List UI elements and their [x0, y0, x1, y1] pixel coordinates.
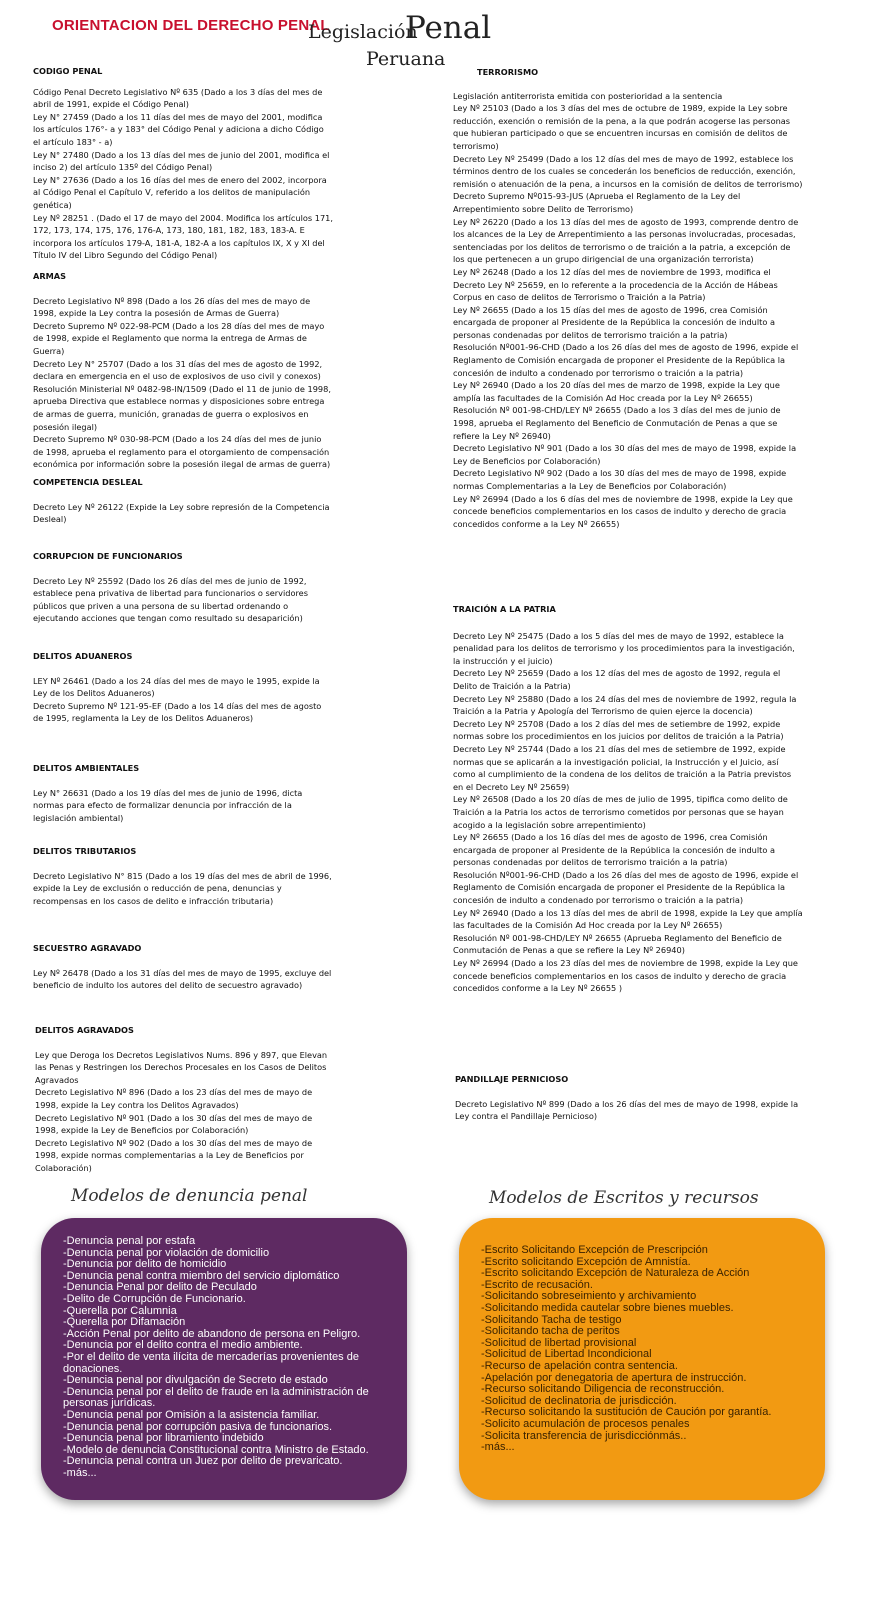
section-title: ARMAS	[33, 271, 67, 281]
law-entry: Resolución Nº001-96-CHD (Dado a los 26 días del mes de agosto de 1996, expide el Reglamento de Comisión encargada de proponer el Presidente de la República la concesión de indulto a condenado por terrorismo o traición a la patria)	[453, 869, 799, 906]
law-entry: Ley N° 27636 (Dado a los 16 días del mes de enero del 2002, incorpora al Código Penal el Capítulo V, referido a los delitos de manipulación genética)	[33, 174, 327, 210]
escrito-link[interactable]: -Solicito acumulación de procesos penales	[481, 1417, 690, 1430]
page-title: ORIENTACION DEL DERECHO PENAL	[52, 17, 330, 34]
denuncias-card	[41, 1218, 407, 1500]
law-entry: Ley Nº 26940 (Dado a los 20 días del mes de marzo de 1998, expide la Ley que amplía las facultades de la Comisión Ad Hoc creada por la Ley Nº 26655)	[453, 380, 780, 403]
denuncia-link[interactable]: -Modelo de denuncia Constitucional contra Ministro de Estado.	[63, 1443, 369, 1456]
denuncia-link[interactable]: -Denuncia penal por Omisión a la asistencia familiar.	[63, 1408, 320, 1421]
denuncia-link[interactable]: -Delito de Corrupción de Funcionario.	[63, 1292, 246, 1305]
escrito-link[interactable]: -Escrito de recusación.	[481, 1278, 593, 1291]
law-entry: Ley Nº 26940 (Dado a los 13 días del mes de abril de 1998, expide la Ley que amplía las facultades de la Comisión Ad Hoc creada por la Ley Nº 26655)	[453, 907, 803, 931]
escrito-link[interactable]: -Solicitando medida cautelar sobre bienes muebles.	[481, 1301, 734, 1314]
law-entry: Ley Nº 26508 (Dado a los 20 días de mes de julio de 1995, tipifica como delito de Traición a la Patria los actos de terrorismo cometidos por personas que se hayan acogido a la legislación sobre arrepentimiento)	[453, 794, 788, 830]
escrito-link[interactable]: -Solicitando sobreseimiento y archivamiento	[481, 1290, 697, 1303]
denuncia-link[interactable]: -Querella por Calumnia	[63, 1304, 177, 1317]
denuncias-list	[63, 1236, 393, 1479]
law-entry: Decreto Ley Nº 25592 (Dado los 26 días del mes de junio de 1992, establece pena privativa de libertad para funcionarios o servidores públicos que priven a una persona de su libertad ordenando o ejecutando acciones que tengan como resultado su desaparición)	[33, 575, 308, 624]
section-secuestro-agravado	[33, 942, 333, 992]
law-entry: Ley Nº 26655 (Dado a los 16 días del mes de agosto de 1996, crea Comisión encargada de proponer al Presidente de la República la concesión de indulto a personas condenadas por delitos de terrorismo traición a la patria)	[453, 832, 775, 868]
denuncia-link[interactable]: -Denuncia penal por corrupción pasiva de funcionarios.	[63, 1420, 333, 1433]
denuncia-link[interactable]: -Denuncia penal por divulgación de Secreto de estado	[63, 1374, 328, 1387]
section-title: CORRUPCION DE FUNCIONARIOS	[33, 551, 183, 561]
law-entry: Decreto Legislativo Nº 901 (Dado a los 30 días del mes de mayo de 1998, expide la Ley de Beneficios por Colaboración)	[453, 443, 797, 466]
escrito-link[interactable]: -Escrito solicitando Excepción de Naturaleza de Acción	[481, 1267, 750, 1280]
escrito-link[interactable]: -Solicita transferencia de jurisdicciónmás..	[481, 1429, 687, 1442]
section-title: CODIGO PENAL	[33, 66, 103, 76]
law-entry: Ley Nº 26220 (Dado a los 13 días del mes de agosto de 1993, comprende dentro de los alcances de la Ley de Arrepentimiento a las personas involucradas, procesadas, sentenciadas por los delitos de terrorismo o de traición a la patria, a excepción de los que pertenecen a un grupo dirigencial de una organización terrorista)	[453, 216, 799, 265]
law-entry: Decreto Legislativo Nº 902 (Dado a los 30 días del mes de mayo de 1998, expide normas complementarias a la Ley de Beneficios por Colaboración)	[35, 1137, 313, 1173]
denuncia-link[interactable]: -Denuncia penal por el delito de fraude en la administración de personas jurídicas.	[63, 1385, 369, 1410]
section-delitos-agravados	[35, 1024, 335, 1175]
section-title: TERRORISMO	[477, 67, 539, 77]
law-entry: Ley Nº 26248 (Dado a los 12 días del mes de noviembre de 1993, modifica el Decreto Ley Nº 25659, en lo referente a la procedencia de la Acción de Hábeas Corpus en caso de delitos de Terrorismo o Traición a la Patria)	[453, 266, 778, 303]
law-entry: Resolución Nº001-96-CHD (Dado a los 26 días del mes de agosto de 1996, expide el Reglamento de Comisión encargada de proponer el Presidente de la República la concesión de indulto a condenado por terrorismo o traición a la patria)	[453, 342, 799, 378]
denuncia-link[interactable]: -Querella por Difamación	[63, 1316, 186, 1329]
law-entry: Decreto Legislativo Nº 896 (Dado a los 23 días del mes de mayo de 1998, expide la Ley contra los Delitos Agravados)	[35, 1087, 313, 1110]
section-title: SECUESTRO AGRAVADO	[33, 943, 142, 953]
law-entry: Decreto Ley N° 25707 (Dado a los 31 días del mes de agosto de 1992, declara en emergencia en el uso de explosivos de uso civil y conexos)	[33, 358, 323, 382]
escrito-link[interactable]: -Solicitando Tacha de testigo	[481, 1313, 622, 1326]
law-entry: Decreto Ley Nº 25880 (Dado a los 24 días del mes de noviembre de 1992, regula la Traición a la Patria y Apología del Terrorismo de quien ejerce la docencia)	[453, 693, 797, 717]
more-link[interactable]: -más...	[63, 1466, 97, 1479]
law-entry: Legislación antiterrorista emitida con posterioridad a la sentencia	[453, 90, 723, 101]
law-entry: Ley Nº 26994 (Dado a los 23 días del mes de noviembre de 1998, expide la Ley que concede beneficios complementarios en los casos de indulto y derecho de gracia concedidos conforme a la Ley Nº 26655 )	[453, 958, 798, 994]
denuncia-link[interactable]: -Por el delito de venta ilícita de mercaderías provenientes de donaciones.	[63, 1350, 359, 1375]
escrito-link[interactable]: -Solicitud de Libertad Incondicional	[481, 1348, 652, 1361]
law-entry: Decreto Ley Nº 25708 (Dado a los 2 días del mes de setiembre de 1992, expide normas sobre los procedimientos en los juicios por delitos de traición a la Patria)	[453, 718, 784, 742]
denuncia-link[interactable]: -Denuncia penal por libramiento indebido	[63, 1432, 264, 1445]
section-terrorismo	[453, 66, 803, 530]
law-entry: Ley Nº 26655 (Dado a los 15 días del mes de agosto de 1996, crea Comisión encargada de proponer al Presidente de la República la concesión de indulto a personas condenadas por delitos de terrorismo traición a la patria)	[453, 304, 775, 340]
law-entry: Ley N° 27459 (Dado a los 11 días del mes de mayo del 2001, modifica los artículos 176°- a y 183° del Código Penal y adiciona a dicho Código el artículo 183° - a)	[33, 111, 324, 147]
left-column	[33, 0, 333, 1180]
law-entry: Ley Nº 26994 (Dado a los 6 días del mes de noviembre de 1998, expide la Ley que concede beneficios complementarios en los casos de indulto y derecho de gracia concedidos conforme a la Ley Nº 26655)	[453, 493, 793, 529]
law-entry: Ley Nº 26478 (Dado a los 31 días del mes de mayo de 1995, excluye del beneficio de indulto los autores del delito de secuestro agravado)	[33, 967, 332, 991]
section-traicion-patria	[453, 603, 803, 995]
law-entry: Resolución Ministerial Nº 0482-98-IN/1509 (Dado el 11 de junio de 1998, aprueba Directiva que establece normas y disposiciones sobre entrega de armas de guerra, munición, granadas de guerra o explosivos en posesión ilegal)	[33, 383, 331, 432]
denuncia-link[interactable]: -Denuncia por el delito contra el medio ambiente.	[63, 1339, 303, 1352]
law-entry: Ley Nº 25103 (Dado a los 3 días del mes de octubre de 1989, expide la Ley sobre reducción, exención o remisión de la pena, a la que podrán acogerse las personas que hubieran participado o que se encuentren incursas en comisión de delitos de terrorismo)	[453, 103, 791, 151]
law-entry: LEY Nº 26461 (Dado a los 24 días del mes de mayo le 1995, expide la Ley de los Delitos Aduaneros)	[33, 675, 320, 699]
law-entry: Resolución Nº 001-98-CHD/LEY Nº 26655 (Aprueba Reglamento del Beneficio de Conmutación de Penas a que se refiere la Ley Nº 26940)	[453, 932, 782, 956]
law-entry: Decreto Legislativo N° 815 (Dado a los 19 días del mes de abril de 1996, expide la Ley de exclusión o reducción de pena, denuncias y recompensas en los casos de delito e infracción tributaria)	[33, 870, 332, 906]
escrito-link[interactable]: -Solicitud de declinatoria de jurisdicción.	[481, 1394, 677, 1407]
escritos-card	[459, 1218, 825, 1500]
escrito-link[interactable]: -Solicitud de libertad provisional	[481, 1336, 637, 1349]
section-title: DELITOS AGRAVADOS	[35, 1025, 134, 1035]
logo-word-penal: Penal	[405, 10, 492, 46]
escrito-link[interactable]: -Recurso de apelación contra sentencia.	[481, 1359, 678, 1372]
right-column	[453, 0, 803, 1180]
law-entry: Decreto Ley Nº 25659 (Dado a los 12 días del mes de agosto de 1992, regula el Delito de Traición a la Patria)	[453, 668, 781, 691]
law-entry: Decreto Legislativo Nº 899 (Dado a los 26 días del mes de mayo de 1998, expide la Ley contra el Pandillaje Pernicioso)	[455, 1098, 799, 1122]
section-delitos-aduaneros	[33, 650, 333, 725]
section-competencia-desleal	[33, 476, 333, 526]
law-entry: Decreto Supremo Nº 030-98-PCM (Dado a los 24 días del mes de junio de 1998, aprueba el reglamento para el otorgamiento de compensación económica por información sobre la posesión ilegal de armas de guerra)	[33, 434, 331, 470]
section-armas	[33, 270, 333, 471]
law-entry: Ley N° 26631 (Dado a los 19 días del mes de junio de 1996, dicta normas para efecto de formalizar denuncia por infracción de la legislación ambiental)	[33, 787, 303, 823]
law-entry: Decreto Supremo Nº 121-95-EF (Dado a los 14 días del mes de agosto de 1995, reglamenta la Ley de los Delitos Aduaneros)	[33, 700, 322, 724]
denuncia-link[interactable]: -Denuncia penal por violación de domicilio	[63, 1246, 270, 1259]
section-title: COMPETENCIA DESLEAL	[33, 477, 143, 487]
escritos-list	[481, 1245, 811, 1454]
denuncia-link[interactable]: -Denuncia penal por estafa	[63, 1235, 196, 1247]
denuncia-link[interactable]: -Acción Penal por delito de abandono de persona en Peligro.	[63, 1327, 361, 1340]
escritos-card-title: Modelos de Escritos y recursos	[489, 1188, 759, 1208]
escrito-link[interactable]: -Apelación por denegatoria de apertura de instrucción.	[481, 1371, 747, 1384]
law-entry: Código Penal Decreto Legislativo Nº 635 (Dado a los 3 días del mes de abril de 1991, expide el Código Penal)	[33, 86, 323, 110]
law-entry: Decreto Supremo Nº015-93-JUS (Aprueba el Reglamento de la Ley del Arrepentimiento sobre Delito de Terrorismo)	[453, 191, 741, 214]
law-entry: Decreto Ley Nº 26122 (Expide la Ley sobre represión de la Competencia Desleal)	[33, 501, 330, 525]
denuncia-link[interactable]: -Denuncia por delito de homicidio	[63, 1258, 227, 1271]
law-entry: Ley que Deroga los Decretos Legislativos Nums. 896 y 897, que Elevan las Penas y Restringen los Derechos Procesales en los Casos de Delitos Agravados	[35, 1049, 328, 1085]
more-link[interactable]: -más...	[481, 1441, 515, 1454]
law-entry: Decreto Legislativo Nº 901 (Dado a los 30 días del mes de mayo de 1998, expide la Ley de Beneficios por Colaboración)	[35, 1112, 313, 1136]
law-entry: Decreto Ley Nº 25744 (Dado a los 21 días del mes de setiembre de 1992, expide normas que se aplicarán a la investigación policial, la Instrucción y el Juicio, así como al cumplimiento de la condena de los delitos de traición a la Patria previstos en el Decreto Ley Nº 25659)	[453, 743, 792, 792]
section-delitos-ambientales	[33, 762, 333, 824]
section-pandillaje-pernicioso	[455, 1073, 805, 1123]
law-entry: Decreto Ley Nº 25499 (Dado a los 12 días del mes de mayo de 1992, establece los términos dentro de los cuales se concederán los beneficios de reducción, exención, remisión o atenuación de la pena, a incursos en la comisión de delitos de terrorismo)	[453, 153, 803, 189]
law-entry: Decreto Ley Nº 25475 (Dado a los 5 días del mes de mayo de 1992, establece la penalidad para los delitos de terrorismo y los procedimientos para la investigación, la instrucción y el juicio)	[453, 630, 795, 666]
escrito-link[interactable]: -Escrito Solicitando Excepción de Prescripción	[481, 1244, 708, 1256]
section-title: PANDILLAJE PERNICIOSO	[455, 1074, 569, 1084]
law-entry: Decreto Legislativo Nº 898 (Dado a los 26 días del mes de mayo de 1998, expide la Ley contra la posesión de Armas de Guerra)	[33, 295, 311, 319]
escrito-link[interactable]: -Recurso solicitando la sustitución de Caución por garantía.	[481, 1406, 772, 1419]
law-entry: Resolución Nº 001-98-CHD/LEY Nº 26655 (Dado a los 3 días del mes de junio de 1998, aprueba el Reglamento del Beneficio de Conmutación de Penas a que se refiere la Ley Nº 26940)	[453, 405, 781, 441]
escrito-link[interactable]: -Solicitando tacha de peritos	[481, 1325, 620, 1338]
denuncia-link[interactable]: -Denuncia penal contra un Juez por delito de prevaricato.	[63, 1455, 343, 1468]
section-title: DELITOS ADUANEROS	[33, 651, 133, 661]
escrito-link[interactable]: -Recurso solicitando Diligencia de reconstrucción.	[481, 1383, 725, 1396]
logo-word-legislacion: Legislación	[308, 21, 418, 43]
section-title: DELITOS TRIBUTARIOS	[33, 846, 137, 856]
denuncia-link[interactable]: -Denuncia Penal por delito de Peculado	[63, 1281, 257, 1294]
escrito-link[interactable]: -Escrito solicitando Excepción de Amnistía.	[481, 1255, 691, 1268]
section-corrupcion-funcionarios	[33, 550, 333, 625]
section-title: DELITOS AMBIENTALES	[33, 763, 140, 773]
section-delitos-tributarios	[33, 845, 333, 907]
logo-word-peruana: Peruana	[366, 48, 446, 70]
denuncias-card-title: Modelos de denuncia penal	[71, 1186, 308, 1206]
law-entry: Ley N° 27480 (Dado a los 13 días del mes de junio del 2001, modifica el inciso 2) del artículo 135º del Código Penal)	[33, 149, 330, 173]
law-entry: Decreto Legislativo Nº 902 (Dado a los 30 días del mes de mayo de 1998, expide normas Complementarias a la Ley de Beneficios por Colaboración)	[453, 468, 787, 491]
law-entry: Ley Nº 28251 . (Dado el 17 de mayo del 2004. Modifica los artículos 171, 172, 173, 174, 175, 176, 176-A, 173, 180, 181, 182, 183, 183-A. E incorpora los artículos 179-A, 181-A, 182-A a los capítulos IX, X y XI del Título IV del Libro Segundo del Código Penal)	[33, 212, 333, 261]
law-entry: Decreto Supremo Nº 022-98-PCM (Dado a los 28 días del mes de mayo de 1998, expide el Reglamento que norma la entrega de Armas de Guerra)	[33, 320, 325, 356]
denuncia-link[interactable]: -Denuncia penal contra miembro del servicio diplomático	[63, 1269, 340, 1282]
section-title: TRAICIÓN A LA PATRIA	[453, 604, 556, 614]
section-codigo-penal	[33, 65, 333, 262]
